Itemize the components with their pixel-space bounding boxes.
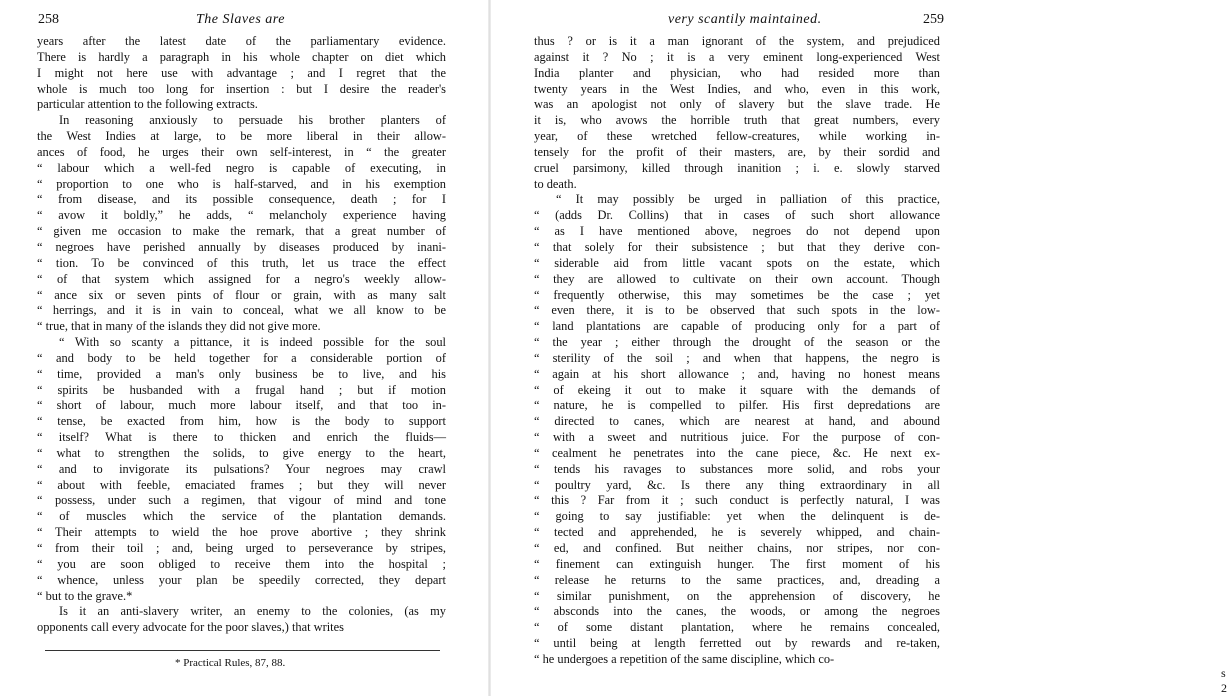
text-line: thus ? or is it a man ignorant of the system, and prejudiced [534, 34, 940, 48]
text-line: “ but to the grave.* [37, 588, 133, 603]
text-line: “ ed, and confined. But neither chains, nor stripes, nor con- [534, 541, 940, 555]
text-line: “ labour which a well-fed negro is capable of executing, in [37, 160, 446, 175]
text-line: “ going to say justifiable: yet when the delinquent is de- [534, 509, 940, 524]
text-line: cruel parsimony, killed through inanition ; i. e. slowly starved [534, 160, 940, 175]
text-line: “ what to strengthen the solids, to give energy to the heart, [37, 445, 446, 460]
text-line: “ ance six or seven pints of flour or grain, with as many salt [37, 287, 446, 302]
text-line: “ time, provided a man's only business be to live, and his [37, 366, 446, 381]
text-line: twenty years in the West Indies, and who, even in this work, [534, 81, 940, 96]
text-line: “ you are soon obliged to receive them into the hospital ; [37, 556, 446, 571]
text-line: “ spirits be husbanded with a frugal hand ; but if motion [37, 382, 446, 397]
text-line: year, of these wretched fellow-creatures, while working in- [534, 129, 940, 144]
text-line: “ directed to canes, which are nearest at hand, and abound [534, 414, 940, 429]
text-line: “ given me occasion to make the remark, that a great number of [37, 224, 446, 239]
left-page-number: 258 [38, 12, 59, 27]
text-line: “ avow it boldly,” he adds, “ melancholy experience having [37, 208, 446, 223]
text-line: was an apologist not only of slavery but the slave trade. He [534, 97, 940, 112]
text-line: “ even there, it is to be observed that such spots in the low- [534, 303, 940, 318]
text-line: “ frequently otherwise, this may sometimes be the case ; yet [534, 287, 940, 302]
right-running-title: very scantily maintained. [668, 12, 822, 27]
text-line: “ tion. To be convinced of this truth, let us trace the effect [37, 255, 446, 270]
text-line: “ herrings, and it is in vain to conceal, what we all know to be [37, 303, 446, 318]
left-page [0, 0, 490, 696]
text-line: “ nature, he is compelled to pilfer. His first depredations are [534, 398, 940, 413]
text-line: Is it an anti-slavery writer, an enemy to the colonies, (as my [59, 604, 446, 619]
text-line: “ possess, under such a regimen, that vigour of mind and tone [37, 493, 446, 508]
text-line: particular attention to the following extracts. [37, 97, 258, 112]
text-line: “ cealment he penetrates into the cane piece, &c. He next ex- [534, 445, 940, 460]
text-line: ances of food, he urges their own self-interest, in “ the greater [37, 144, 446, 159]
footnote: * Practical Rules, 87, 88. [175, 657, 286, 669]
text-line: “ whence, unless your plan be speedily corrected, they depart [37, 572, 446, 587]
text-line: “ they are allowed to cultivate on their own account. Though [534, 271, 940, 286]
text-line: “ siderable aid from little vacant spots on the estate, which [534, 255, 940, 270]
text-line: “ that solely for their subsistence ; but that they derive con- [534, 239, 940, 254]
text-line: “ tends his ravages to substances more solid, and robs your [534, 461, 940, 476]
text-line: whole is much too long for insertion : but I desire the reader's [37, 81, 446, 96]
text-line: “ sterility of the soil ; and when that happens, the negro is [534, 350, 940, 365]
text-line: “ and to invigorate its pulsations? Your negroes may crawl [37, 461, 446, 476]
text-line: tensely for the profit of their masters, are, by their sordid and [534, 144, 940, 159]
text-line: “ true, that in many of the islands they did not give more. [37, 319, 321, 334]
text-line: I might not here use with advantage ; and I regret that the [37, 65, 446, 80]
right-page [490, 0, 1227, 696]
text-line: “ tected and apprehended, he is severely whipped, and chain- [534, 525, 940, 540]
text-line: “ proportion to one who is half-starved, and in his exemption [37, 176, 446, 191]
text-line: “ absconds into the canes, the woods, or among the negroes [534, 604, 940, 619]
text-line: “ tense, be exacted from him, how is the body to support [37, 414, 446, 429]
right-page-number: 259 [923, 12, 944, 27]
text-line: “ he undergoes a repetition of the same discipline, which co- [534, 651, 835, 666]
left-page-text [37, 34, 446, 636]
text-line: “ short of labour, much more labour itself, and that too in- [37, 398, 446, 413]
text-line: “ negroes have perished annually by diseases produced by inani- [37, 239, 446, 254]
text-line: “ Their attempts to wield the hoe prove abortive ; they shrink [37, 525, 446, 540]
text-line: “ this ? Far from it ; such conduct is perfectly natural, I was [534, 493, 940, 508]
text-line: “ until being at length ferretted out by rewards and re-taken, [534, 636, 940, 651]
text-line: “ the year ; either through the drought of the season or the [534, 335, 940, 350]
text-line: “ of ekeing it out to make it square with the demands of [534, 382, 940, 397]
left-running-title: The Slaves are [196, 12, 285, 27]
text-line: against it ? No ; it is a very eminent long-experienced West [534, 49, 940, 64]
left-page-header [0, 12, 490, 30]
text-line: “ finement can extinguish hunger. The first moment of his [534, 556, 940, 571]
text-line: In reasoning anxiously to persuade his brother planters of [59, 113, 446, 128]
text-line: “ With so scanty a pittance, it is indeed possible for the soul [59, 335, 446, 350]
text-line: “ release he returns to the same practices, and, dreading a [534, 572, 940, 587]
signature-mark: s 2 [1221, 666, 1227, 695]
text-line: “ of that system which assigned for a negro's weekly allow- [37, 271, 446, 286]
footnote-rule [45, 650, 440, 651]
text-line: “ with a sweet and nutritious juice. For the purpose of con- [534, 430, 940, 445]
text-line: “ land plantations are capable of producing only for a part of [534, 319, 940, 334]
text-line: years after the latest date of the parliamentary evidence. [37, 34, 446, 48]
text-line: “ itself? What is there to thicken and enrich the fluids— [37, 430, 446, 445]
text-line: “ It may possibly be urged in palliation of this practice, [556, 192, 940, 207]
text-line: “ about with feeble, emaciated frames ; but they will never [37, 477, 446, 492]
text-line: “ (adds Dr. Collins) that in cases of such short allowance [534, 208, 940, 223]
text-line: “ from their toil ; and, being urged to perseverance by stripes, [37, 541, 446, 555]
text-line: it is, who avows the horrible truth that great numbers, every [534, 113, 940, 128]
text-line: “ and body to be held together for a considerable portion of [37, 350, 446, 365]
text-line: There is hardly a paragraph in his whole chapter on diet which [37, 49, 446, 64]
right-page-header [490, 12, 980, 30]
text-line: “ of muscles which the service of the plantation demands. [37, 509, 446, 524]
text-line: “ again at his short allowance ; and, having no honest means [534, 366, 940, 381]
text-line: “ of some distant plantation, where he remains concealed, [534, 620, 940, 635]
right-page-text [534, 34, 940, 668]
text-line: the West Indies at large, to be more liberal in their allow- [37, 129, 446, 144]
text-line: “ from disease, and its possible consequence, death ; for I [37, 192, 446, 207]
text-line: “ as I have mentioned above, negroes do not depend upon [534, 224, 940, 239]
text-line: “ poultry yard, &c. Is there any thing extraordinary in all [534, 477, 940, 492]
text-line: to death. [534, 176, 577, 191]
text-line: opponents call every advocate for the poor slaves,) that writes [37, 620, 344, 635]
text-line: India planter and physician, who had resided more than [534, 65, 940, 80]
text-line: “ similar punishment, on the apprehension of discovery, he [534, 588, 940, 603]
